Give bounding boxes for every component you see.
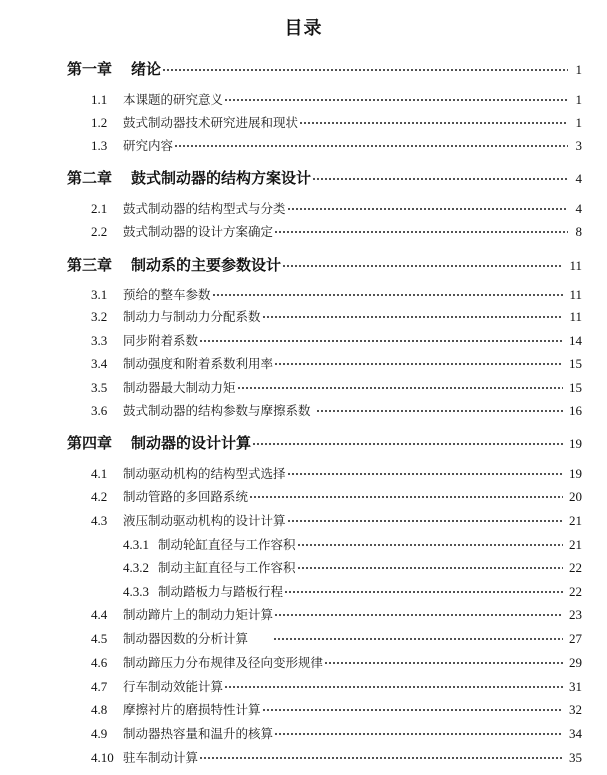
leader-dots (324, 655, 563, 668)
toc-entry[interactable] (91, 199, 582, 217)
toc-entry[interactable] (91, 222, 582, 240)
toc-entry-page: 34 (569, 726, 582, 741)
toc-entry[interactable] (91, 511, 582, 529)
toc-entry-number: 1.3 (91, 138, 108, 153)
toc-entry[interactable] (91, 724, 582, 742)
toc-entry-page: 19 (569, 466, 582, 481)
toc-entry-title: 驻车制动计算 (123, 750, 199, 765)
toc-entry-title: 制动力与制动力分配系数 (123, 309, 261, 324)
toc-entry-number: 2.1 (91, 201, 108, 216)
toc-entry[interactable] (67, 432, 582, 453)
toc-entry-number: 4.5 (91, 631, 108, 646)
toc-entry-page: 20 (569, 489, 582, 504)
leader-dots (287, 513, 563, 526)
toc-entry-title: 研究内容 (123, 138, 174, 153)
toc-entry[interactable] (123, 535, 582, 553)
toc-entry-title: 制动蹄压力分布规律及径向变形规律 (123, 655, 324, 670)
leader-dots (274, 356, 563, 369)
leader-dots (224, 92, 568, 105)
toc-entry-title: 鼓式制动器的结构型式与分类 (123, 201, 286, 216)
toc-entry-title: 制动器的设计计算 (131, 434, 252, 452)
toc-entry-number: 第二章 (67, 169, 113, 187)
leader-dots (262, 309, 564, 322)
toc-entry[interactable] (91, 629, 582, 647)
toc-entry[interactable] (91, 378, 582, 396)
toc-entry[interactable] (91, 285, 582, 303)
toc-entry[interactable] (91, 748, 582, 766)
toc-entry-page: 14 (569, 333, 582, 348)
toc-entry-number: 3.1 (91, 287, 108, 302)
toc-entry-title: 制动蹄片上的制动力矩计算 (123, 607, 274, 622)
leader-dots (237, 380, 563, 393)
leader-dots (199, 750, 563, 763)
leader-dots (224, 679, 563, 692)
toc-entry-title: 鼓式制动器的设计方案确定 (123, 224, 274, 239)
toc-entry-title: 鼓式制动器的结构参数与摩擦系数 (123, 403, 311, 418)
leader-dots (299, 115, 568, 128)
toc-entry-number: 第四章 (67, 434, 113, 452)
toc-entry-number: 2.2 (91, 224, 108, 239)
toc-entry-page: 31 (569, 679, 582, 694)
toc-entry-page: 23 (569, 607, 582, 622)
toc-entry-title: 制动驱动机构的结构型式选择 (123, 466, 286, 481)
leader-dots (274, 726, 563, 739)
toc-entry-page: 35 (569, 750, 582, 765)
toc-entry-page: 16 (569, 403, 582, 418)
toc-entry-page: 22 (569, 584, 582, 599)
toc-entry-number: 4.6 (91, 655, 108, 670)
toc-entry[interactable] (67, 58, 582, 79)
toc-entry-page: 11 (569, 258, 582, 273)
toc-entry[interactable] (91, 605, 582, 623)
toc-entry-number: 4.7 (91, 679, 108, 694)
toc-entry-title: 制动强度和附着系数利用率 (123, 356, 274, 371)
toc-entry-number: 1.1 (91, 92, 108, 107)
toc-entry-title: 液压制动驱动机构的设计计算 (123, 513, 286, 528)
toc-entry-page: 22 (569, 560, 582, 575)
toc-entry-number: 第一章 (67, 60, 113, 78)
toc-entry-title: 行车制动效能计算 (123, 679, 224, 694)
leader-dots (287, 201, 568, 214)
toc-entry-number: 4.9 (91, 726, 108, 741)
toc-entry-page: 1 (575, 62, 582, 77)
toc-entry-page: 4 (575, 201, 582, 216)
leader-dots (249, 489, 563, 502)
toc-entry-number: 4.8 (91, 702, 108, 717)
toc-entry-page: 21 (569, 513, 582, 528)
leader-dots (297, 560, 563, 573)
toc-entry-title: 鼓式制动器的结构方案设计 (131, 169, 312, 187)
toc-entry[interactable] (67, 254, 582, 275)
leader-dots (316, 403, 563, 416)
toc-entry-number: 4.3 (91, 513, 108, 528)
toc-title: 目录 (284, 18, 323, 39)
toc-entry-number: 3.4 (91, 356, 108, 371)
toc-entry[interactable] (91, 677, 582, 695)
toc-entry[interactable] (91, 487, 582, 505)
toc-entry-title: 制动主缸直径与工作容积 (158, 560, 296, 575)
toc-entry[interactable] (91, 653, 582, 671)
toc-entry-page: 21 (569, 537, 582, 552)
leader-dots (297, 537, 563, 550)
leader-dots (274, 607, 563, 620)
toc-entry[interactable] (67, 167, 582, 188)
toc-entry[interactable] (91, 90, 582, 108)
toc-entry[interactable] (91, 354, 582, 372)
toc-entry-number: 3.6 (91, 403, 108, 418)
leader-dots (212, 287, 564, 300)
toc-entry-page: 1 (575, 115, 582, 130)
leader-dots (282, 256, 563, 271)
toc-entry-page: 15 (569, 380, 582, 395)
toc-entry-page: 1 (575, 92, 582, 107)
leader-dots (174, 138, 568, 151)
leader-dots (274, 224, 568, 237)
leader-dots (199, 333, 563, 346)
toc-entry-title: 制动器因数的分析计算 (123, 631, 249, 646)
toc-entry-number: 4.2 (91, 489, 108, 504)
toc-entry-title: 同步附着系数 (123, 333, 199, 348)
toc-entry-page: 15 (569, 356, 582, 371)
toc-entry[interactable] (91, 401, 582, 419)
toc-entry-title: 本课题的研究意义 (123, 92, 224, 107)
toc-entry-title: 预给的整车参数 (123, 287, 211, 302)
toc-entry[interactable] (91, 136, 582, 154)
toc-entry-page: 19 (569, 436, 582, 451)
leader-dots (252, 434, 563, 449)
toc-entry-number: 4.3.1 (123, 537, 149, 552)
toc-entry-title: 制动器最大制动力矩 (123, 380, 236, 395)
leader-dots (262, 702, 563, 715)
toc-entry-number: 第三章 (67, 256, 113, 274)
toc-entry-page: 27 (569, 631, 582, 646)
toc-entry-number: 4.1 (91, 466, 108, 481)
leader-dots (287, 466, 563, 479)
toc-entry-number: 4.4 (91, 607, 108, 622)
toc-entry-page: 3 (575, 138, 582, 153)
toc-entry-title: 制动器热容量和温升的核算 (123, 726, 274, 741)
toc-entry-title: 摩擦衬片的磨损特性计算 (123, 702, 261, 717)
leader-dots (162, 60, 568, 75)
toc-entry[interactable] (91, 113, 582, 131)
toc-entry-number: 4.10 (91, 750, 114, 765)
toc-entry[interactable] (91, 700, 582, 718)
leader-dots (284, 584, 563, 597)
toc-entry-page: 4 (575, 171, 582, 186)
toc-entry-number: 3.3 (91, 333, 108, 348)
toc-entry-page: 8 (575, 224, 582, 239)
toc-entry-page: 11 (569, 287, 582, 302)
toc-entry-title: 制动轮缸直径与工作容积 (158, 537, 296, 552)
toc-entry[interactable] (91, 307, 582, 325)
toc-entry[interactable] (123, 582, 582, 600)
toc-entry-title: 绪论 (131, 60, 162, 78)
toc-entry-title: 制动踏板力与踏板行程 (158, 584, 284, 599)
toc-entry-title: 制动系的主要参数设计 (131, 256, 282, 274)
toc-entry-page: 32 (569, 702, 582, 717)
toc-entry[interactable] (91, 331, 582, 349)
leader-dots (273, 631, 563, 644)
toc-entry-page: 29 (569, 655, 582, 670)
toc-entry[interactable] (123, 558, 582, 576)
toc-entry-number: 4.3.2 (123, 560, 149, 575)
toc-entry-title: 制动管路的多回路系统 (123, 489, 249, 504)
toc-entry-page: 11 (569, 309, 582, 324)
toc-entry-number: 4.3.3 (123, 584, 149, 599)
toc-entry-number: 3.5 (91, 380, 108, 395)
toc-entry-number: 3.2 (91, 309, 108, 324)
leader-dots (312, 169, 568, 184)
toc-entry[interactable] (91, 464, 582, 482)
toc-entry-number: 1.2 (91, 115, 108, 130)
toc-entry-title: 鼓式制动器技术研究进展和现状 (123, 115, 299, 130)
